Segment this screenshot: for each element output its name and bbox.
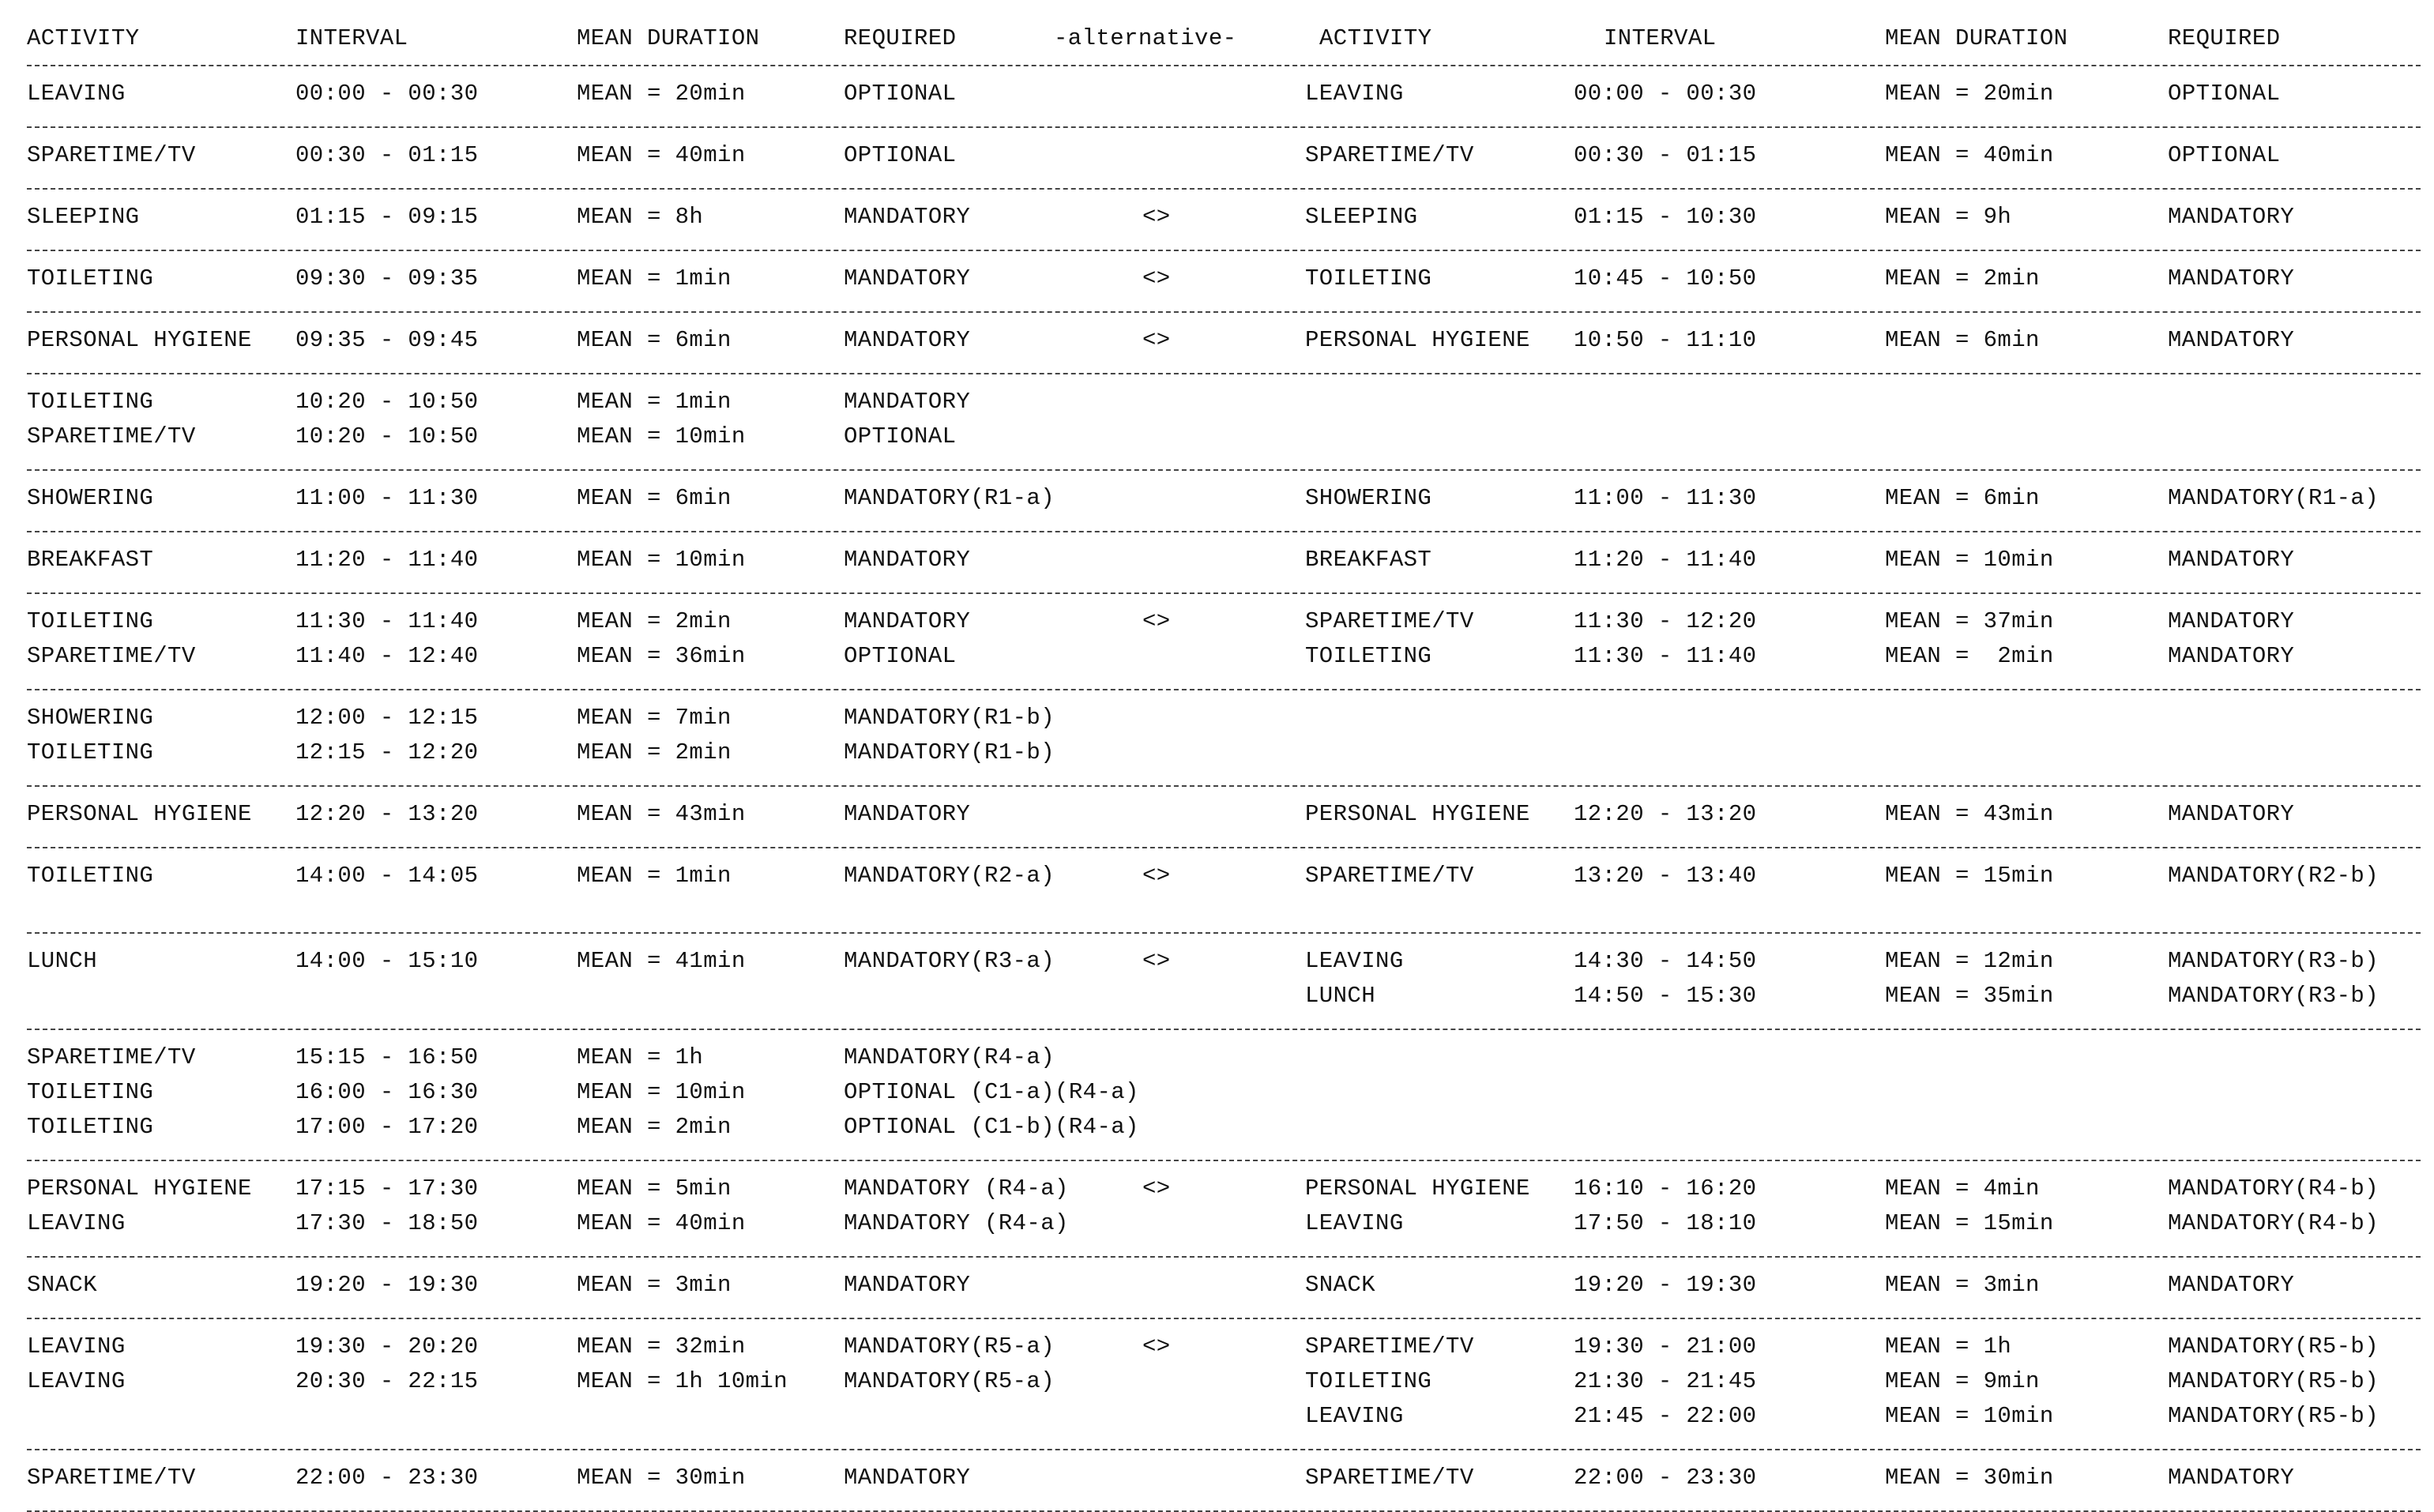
header-left-interval: INTERVAL [295,25,408,51]
alternative-marker: <> [1142,863,1171,889]
right-activity: SPARETIME/TV [1305,1333,1474,1360]
right-required: MANDATORY [2168,801,2295,827]
header-left-activity: ACTIVITY [27,25,140,51]
right-interval: 00:00 - 00:30 [1574,81,1757,107]
left-required: MANDATORY [844,204,971,230]
left-required: OPTIONAL [844,81,957,107]
left-required: MANDATORY [844,547,971,573]
right-interval: 22:00 - 23:30 [1574,1465,1757,1491]
left-required: MANDATORY(R5-a) [844,1333,1055,1360]
right-required: MANDATORY [2168,547,2295,573]
left-interval: 00:00 - 00:30 [295,81,479,107]
left-activity: TOILETING [27,863,154,889]
right-mean-duration: MEAN = 1h [1885,1333,2012,1360]
left-mean-duration: MEAN = 2min [577,739,732,765]
left-required: OPTIONAL [844,423,957,449]
right-required: OPTIONAL [2168,81,2281,107]
row-separator [27,932,2421,934]
right-activity: SPARETIME/TV [1305,142,1474,168]
left-mean-duration: MEAN = 40min [577,142,746,168]
left-mean-duration: MEAN = 1min [577,863,732,889]
right-mean-duration: MEAN = 20min [1885,81,2054,107]
row-separator [27,847,2421,848]
right-interval: 10:50 - 11:10 [1574,327,1757,353]
row-separator [27,1318,2421,1319]
right-required: MANDATORY [2168,265,2295,291]
row-separator [27,689,2421,690]
left-required: MANDATORY [844,265,971,291]
right-mean-duration: MEAN = 30min [1885,1465,2054,1491]
left-mean-duration: MEAN = 1h [577,1044,704,1070]
right-required: MANDATORY(R3-b) [2168,983,2379,1009]
row-separator [27,1256,2421,1258]
left-activity: SLEEPING [27,204,140,230]
row-separator [27,250,2421,251]
left-mean-duration: MEAN = 6min [577,485,732,511]
left-activity: TOILETING [27,265,154,291]
left-required: MANDATORY [844,801,971,827]
alternative-marker: <> [1142,948,1171,974]
left-interval: 00:30 - 01:15 [295,142,479,168]
header-right-mean-duration: MEAN DURATION [1885,25,2068,51]
left-interval: 11:00 - 11:30 [295,485,479,511]
left-activity: PERSONAL HYGIENE [27,801,252,827]
left-interval: 10:20 - 10:50 [295,423,479,449]
left-interval: 22:00 - 23:30 [295,1465,479,1491]
right-required: MANDATORY(R5-b) [2168,1368,2379,1394]
right-mean-duration: MEAN = 9min [1885,1368,2040,1394]
left-required: MANDATORY(R1-b) [844,705,1055,731]
header-left-mean-duration: MEAN DURATION [577,25,760,51]
row-separator [27,469,2421,471]
left-interval: 12:15 - 12:20 [295,739,479,765]
right-required: MANDATORY [2168,327,2295,353]
left-mean-duration: MEAN = 20min [577,81,746,107]
left-activity: SPARETIME/TV [27,1044,196,1070]
right-mean-duration: MEAN = 37min [1885,608,2054,634]
row-separator [27,785,2421,787]
left-mean-duration: MEAN = 1min [577,265,732,291]
left-mean-duration: MEAN = 30min [577,1465,746,1491]
right-required: MANDATORY [2168,608,2295,634]
row-separator [27,188,2421,190]
alternative-marker: <> [1142,608,1171,634]
right-required: MANDATORY(R5-b) [2168,1333,2379,1360]
left-required: MANDATORY (R4-a) [844,1175,1069,1202]
left-required: MANDATORY(R1-a) [844,485,1055,511]
left-interval: 19:20 - 19:30 [295,1272,479,1298]
right-interval: 11:30 - 11:40 [1574,643,1757,669]
left-interval: 12:00 - 12:15 [295,705,479,731]
left-interval: 17:15 - 17:30 [295,1175,479,1202]
right-required: MANDATORY [2168,1272,2295,1298]
left-interval: 11:30 - 11:40 [295,608,479,634]
left-mean-duration: MEAN = 10min [577,423,746,449]
left-required: MANDATORY(R1-b) [844,739,1055,765]
right-interval: 11:30 - 12:20 [1574,608,1757,634]
right-activity: LEAVING [1305,81,1404,107]
left-required: MANDATORY(R2-a) [844,863,1055,889]
alternative-marker: <> [1142,1333,1171,1360]
right-activity: LEAVING [1305,1403,1404,1429]
left-interval: 01:15 - 09:15 [295,204,479,230]
left-activity: LEAVING [27,1210,126,1236]
left-required: OPTIONAL [844,643,957,669]
header-alternative: -alternative- [1054,25,1237,51]
right-required: MANDATORY(R1-a) [2168,485,2379,511]
right-interval: 17:50 - 18:10 [1574,1210,1757,1236]
header-right-interval: INTERVAL [1604,25,1717,51]
right-activity: SPARETIME/TV [1305,608,1474,634]
right-mean-duration: MEAN = 10min [1885,1403,2054,1429]
left-mean-duration: MEAN = 1h 10min [577,1368,788,1394]
left-mean-duration: MEAN = 2min [577,608,732,634]
left-mean-duration: MEAN = 10min [577,1079,746,1105]
left-mean-duration: MEAN = 6min [577,327,732,353]
left-activity: TOILETING [27,739,154,765]
right-mean-duration: MEAN = 40min [1885,142,2054,168]
left-interval: 09:35 - 09:45 [295,327,479,353]
left-activity: PERSONAL HYGIENE [27,327,252,353]
left-required: MANDATORY [844,389,971,415]
row-separator [27,592,2421,594]
alternative-marker: <> [1142,204,1171,230]
left-interval: 17:00 - 17:20 [295,1114,479,1140]
header-separator [27,65,2421,66]
right-activity: TOILETING [1305,265,1432,291]
right-activity: TOILETING [1305,643,1432,669]
left-activity: SHOWERING [27,705,154,731]
left-interval: 15:15 - 16:50 [295,1044,479,1070]
right-activity: SNACK [1305,1272,1376,1298]
right-mean-duration: MEAN = 15min [1885,1210,2054,1236]
left-interval: 14:00 - 15:10 [295,948,479,974]
right-interval: 19:20 - 19:30 [1574,1272,1757,1298]
left-activity: SPARETIME/TV [27,142,196,168]
left-activity: LUNCH [27,948,98,974]
right-interval: 10:45 - 10:50 [1574,265,1757,291]
right-interval: 16:10 - 16:20 [1574,1175,1757,1202]
left-activity: SPARETIME/TV [27,423,196,449]
left-required: MANDATORY [844,1272,971,1298]
right-interval: 14:50 - 15:30 [1574,983,1757,1009]
right-activity: LUNCH [1305,983,1376,1009]
right-activity: SPARETIME/TV [1305,1465,1474,1491]
alternative-marker: <> [1142,1175,1171,1202]
right-activity: LEAVING [1305,1210,1404,1236]
right-mean-duration: MEAN = 4min [1885,1175,2040,1202]
left-required: OPTIONAL (C1-b)(R4-a) [844,1114,1139,1140]
left-required: MANDATORY [844,327,971,353]
right-required: OPTIONAL [2168,142,2281,168]
right-required: MANDATORY(R4-b) [2168,1210,2379,1236]
left-interval: 10:20 - 10:50 [295,389,479,415]
right-mean-duration: MEAN = 3min [1885,1272,2040,1298]
left-mean-duration: MEAN = 32min [577,1333,746,1360]
left-required: MANDATORY(R3-a) [844,948,1055,974]
left-activity: LEAVING [27,1333,126,1360]
right-interval: 13:20 - 13:40 [1574,863,1757,889]
row-separator [27,531,2421,532]
left-required: OPTIONAL [844,142,957,168]
left-mean-duration: MEAN = 5min [577,1175,732,1202]
left-interval: 19:30 - 20:20 [295,1333,479,1360]
right-interval: 21:45 - 22:00 [1574,1403,1757,1429]
right-interval: 11:20 - 11:40 [1574,547,1757,573]
header-right-activity: ACTIVITY [1319,25,1432,51]
right-activity: LEAVING [1305,948,1404,974]
right-activity: TOILETING [1305,1368,1432,1394]
left-mean-duration: MEAN = 41min [577,948,746,974]
header-right-required: REQUIRED [2168,25,2281,51]
right-mean-duration: MEAN = 6min [1885,485,2040,511]
row-separator [27,1160,2421,1161]
left-activity: LEAVING [27,81,126,107]
right-activity: PERSONAL HYGIENE [1305,1175,1530,1202]
right-activity: SLEEPING [1305,204,1418,230]
left-activity: TOILETING [27,608,154,634]
left-activity: SHOWERING [27,485,154,511]
left-mean-duration: MEAN = 43min [577,801,746,827]
right-activity: PERSONAL HYGIENE [1305,327,1530,353]
left-required: OPTIONAL (C1-a)(R4-a) [844,1079,1139,1105]
alternative-marker: <> [1142,327,1171,353]
right-interval: 11:00 - 11:30 [1574,485,1757,511]
row-separator [27,1449,2421,1450]
row-separator [27,373,2421,374]
left-mean-duration: MEAN = 7min [577,705,732,731]
left-interval: 12:20 - 13:20 [295,801,479,827]
right-interval: 01:15 - 10:30 [1574,204,1757,230]
left-required: MANDATORY(R4-a) [844,1044,1055,1070]
left-interval: 09:30 - 09:35 [295,265,479,291]
left-activity: SPARETIME/TV [27,1465,196,1491]
left-required: MANDATORY(R5-a) [844,1368,1055,1394]
right-mean-duration: MEAN = 10min [1885,547,2054,573]
right-required: MANDATORY [2168,643,2295,669]
left-interval: 14:00 - 14:05 [295,863,479,889]
right-interval: 21:30 - 21:45 [1574,1368,1757,1394]
left-interval: 20:30 - 22:15 [295,1368,479,1394]
right-interval: 00:30 - 01:15 [1574,142,1757,168]
right-required: MANDATORY(R3-b) [2168,948,2379,974]
left-mean-duration: MEAN = 36min [577,643,746,669]
right-mean-duration: MEAN = 2min [1885,643,2054,669]
right-interval: 12:20 - 13:20 [1574,801,1757,827]
left-mean-duration: MEAN = 2min [577,1114,732,1140]
row-separator [27,1029,2421,1030]
left-interval: 16:00 - 16:30 [295,1079,479,1105]
row-separator [27,126,2421,128]
left-activity: SNACK [27,1272,98,1298]
left-activity: TOILETING [27,1079,154,1105]
left-activity: TOILETING [27,1114,154,1140]
left-activity: BREAKFAST [27,547,154,573]
left-interval: 17:30 - 18:50 [295,1210,479,1236]
right-interval: 14:30 - 14:50 [1574,948,1757,974]
right-activity: PERSONAL HYGIENE [1305,801,1530,827]
row-separator [27,311,2421,313]
left-mean-duration: MEAN = 40min [577,1210,746,1236]
left-mean-duration: MEAN = 1min [577,389,732,415]
right-required: MANDATORY(R4-b) [2168,1175,2379,1202]
left-activity: TOILETING [27,389,154,415]
left-mean-duration: MEAN = 8h [577,204,704,230]
left-required: MANDATORY [844,1465,971,1491]
left-required: MANDATORY (R4-a) [844,1210,1069,1236]
right-required: MANDATORY(R5-b) [2168,1403,2379,1429]
right-required: MANDATORY(R2-b) [2168,863,2379,889]
left-activity: LEAVING [27,1368,126,1394]
left-activity: SPARETIME/TV [27,643,196,669]
left-interval: 11:20 - 11:40 [295,547,479,573]
alternative-marker: <> [1142,265,1171,291]
right-mean-duration: MEAN = 12min [1885,948,2054,974]
left-required: MANDATORY [844,608,971,634]
right-mean-duration: MEAN = 43min [1885,801,2054,827]
right-mean-duration: MEAN = 2min [1885,265,2040,291]
right-activity: SPARETIME/TV [1305,863,1474,889]
right-mean-duration: MEAN = 35min [1885,983,2054,1009]
right-activity: BREAKFAST [1305,547,1432,573]
left-mean-duration: MEAN = 10min [577,547,746,573]
right-mean-duration: MEAN = 6min [1885,327,2040,353]
right-mean-duration: MEAN = 9h [1885,204,2012,230]
header-left-required: REQUIRED [844,25,957,51]
right-activity: SHOWERING [1305,485,1432,511]
right-interval: 19:30 - 21:00 [1574,1333,1757,1360]
left-interval: 11:40 - 12:40 [295,643,479,669]
left-mean-duration: MEAN = 3min [577,1272,732,1298]
right-mean-duration: MEAN = 15min [1885,863,2054,889]
right-required: MANDATORY [2168,204,2295,230]
right-required: MANDATORY [2168,1465,2295,1491]
left-activity: PERSONAL HYGIENE [27,1175,252,1202]
